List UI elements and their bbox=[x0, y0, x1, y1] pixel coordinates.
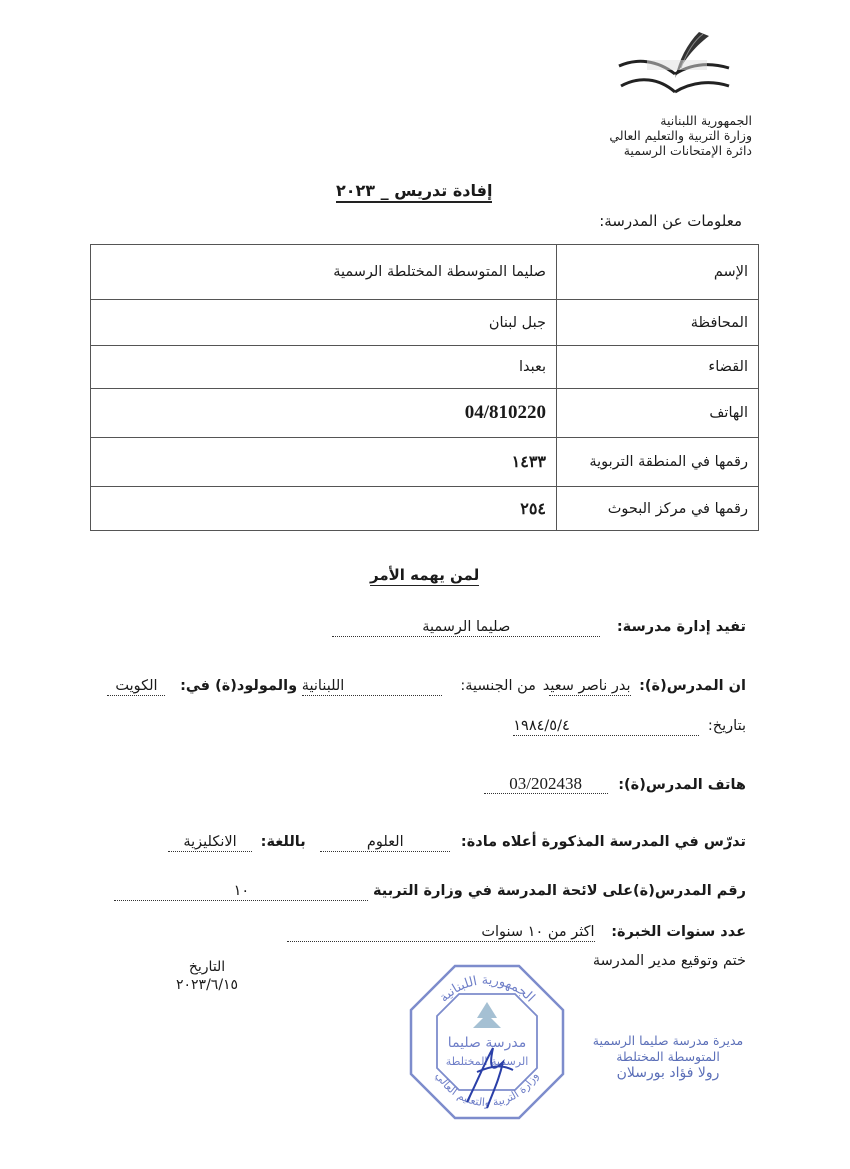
school-admin-line bbox=[332, 618, 746, 637]
date-value: ٢٠٢٣/٦/١٥ bbox=[176, 977, 239, 993]
row-value-district: بعبدا bbox=[91, 346, 557, 389]
nationality-value: اللبنانية bbox=[302, 677, 442, 696]
header-line-department: دائرة الإمتحانات الرسمية bbox=[623, 143, 752, 158]
school-info-heading: معلومات عن المدرسة: bbox=[599, 212, 742, 230]
row-label-region-number: رقمها في المنطقة التربوية bbox=[557, 438, 759, 487]
dob-line bbox=[513, 717, 746, 736]
row-value-governorate: جبل لبنان bbox=[91, 300, 557, 346]
row-label-governorate: المحافظة bbox=[557, 300, 759, 346]
teacher-phone-line bbox=[484, 775, 746, 794]
svg-text:الجمهورية اللبنانية bbox=[437, 973, 538, 1006]
school-info-table bbox=[90, 244, 759, 531]
to-whom-heading: لمن يهمه الأمر bbox=[370, 566, 480, 584]
table-row bbox=[91, 245, 759, 300]
experience-label: عدد سنوات الخبرة: bbox=[611, 924, 746, 940]
ministry-logo-icon bbox=[617, 30, 732, 105]
table-row bbox=[91, 389, 759, 438]
dob-value: ١٩٨٤/٥/٤ bbox=[513, 717, 699, 736]
teacher-phone-label: هاتف المدرس(ة): bbox=[618, 777, 746, 793]
row-value-name: صليما المتوسطة المختلطة الرسمية bbox=[91, 245, 557, 300]
principal-title: مديرة مدرسة صليما الرسمية bbox=[592, 1033, 744, 1048]
teacher-phone-value: 03/202438 bbox=[484, 775, 608, 794]
ministry-number-value: ١٠ bbox=[114, 876, 368, 901]
row-label-district: القضاء bbox=[557, 346, 759, 389]
stamp-outer-text: الجمهورية اللبنانية bbox=[436, 972, 538, 1006]
language-value: الانكليزية bbox=[168, 833, 252, 852]
date-label: التاريخ bbox=[188, 959, 226, 975]
row-value-region-number: ١٤٣٣ bbox=[91, 438, 557, 487]
ministry-header bbox=[552, 113, 752, 158]
row-label-research-number: رقمها في مركز البحوث bbox=[557, 487, 759, 531]
row-label-name: الإسم bbox=[557, 245, 759, 300]
header-line-republic: الجمهورية اللبنانية bbox=[660, 113, 752, 128]
teacher-line bbox=[107, 677, 746, 696]
row-value-research-number: ٢٥٤ bbox=[91, 487, 557, 531]
teaches-label: تدرّس في المدرسة المذكورة أعلاه مادة: bbox=[460, 834, 746, 850]
ministry-number-line bbox=[114, 876, 746, 901]
teacher-label: ان المدرس(ة): bbox=[639, 678, 746, 694]
school-admin-value: صليما الرسمية bbox=[332, 618, 600, 637]
principal-school: المتوسطة المختلطة bbox=[616, 1049, 720, 1064]
header-line-ministry: وزارة التربية والتعليم العالي bbox=[609, 128, 752, 143]
document-title: إفادة تدريس _ ٢٠٢٣ bbox=[336, 181, 492, 203]
stamp-inner-line-1: مدرسة صليما bbox=[447, 1035, 527, 1051]
school-stamp-icon bbox=[407, 962, 567, 1122]
nationality-label: من الجنسية: bbox=[460, 678, 536, 694]
teacher-name-value: بدر ناصر سعيد bbox=[542, 678, 631, 694]
row-label-phone: الهاتف bbox=[557, 389, 759, 438]
table-row bbox=[91, 346, 759, 389]
language-label: باللغة: bbox=[260, 834, 306, 850]
principal-name: رولا فؤاد بورسلان bbox=[616, 1065, 720, 1081]
stamp-inner-line-2: الرسمية المختلطة bbox=[445, 1055, 529, 1068]
table-row bbox=[91, 438, 759, 487]
school-admin-label: تفيد إدارة مدرسة: bbox=[616, 619, 746, 635]
experience-line bbox=[287, 920, 746, 942]
experience-value: اكثر من ١٠ سنوات bbox=[287, 920, 595, 942]
dob-label: بتاريخ: bbox=[707, 718, 746, 734]
subject-value: العلوم bbox=[320, 833, 450, 852]
table-row bbox=[91, 487, 759, 531]
born-value: الكويت bbox=[107, 677, 165, 696]
subject-line bbox=[168, 833, 746, 852]
principal-stamp bbox=[588, 1033, 748, 1081]
date-block bbox=[176, 958, 238, 994]
stamp-signature-label: ختم وتوقيع مدير المدرسة bbox=[592, 953, 746, 969]
born-label: والمولود(ة) في: bbox=[180, 678, 298, 694]
ministry-number-label: رقم المدرس(ة)على لائحة المدرسة في وزارة التربية bbox=[373, 883, 746, 899]
row-value-phone: 04/810220 bbox=[91, 389, 557, 438]
svg-text:وزارة التربية والتعليم العالي: وزارة التربية والتعليم العالي bbox=[433, 1069, 541, 1110]
table-row bbox=[91, 300, 759, 346]
